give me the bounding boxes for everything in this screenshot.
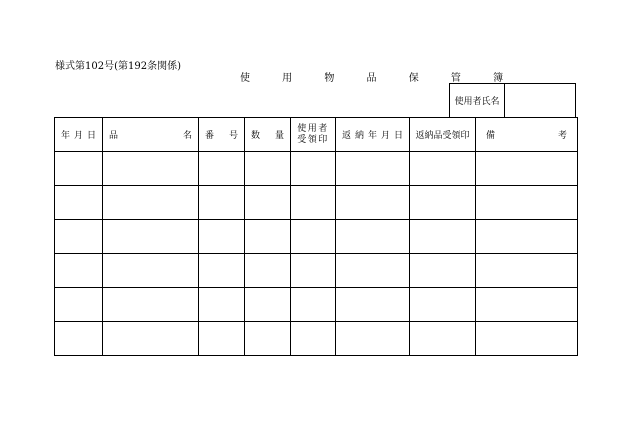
table-row <box>55 288 578 322</box>
col-header-remarks <box>476 118 578 152</box>
cell-return-date[interactable] <box>336 220 410 254</box>
cell-user-receipt[interactable] <box>291 152 336 186</box>
cell-number[interactable] <box>199 254 245 288</box>
col-header-user-receipt-line: 受領印 <box>297 134 329 145</box>
col-header-return-date-char: 年 <box>367 131 377 141</box>
cell-user-receipt[interactable] <box>291 254 336 288</box>
col-header-user-receipt <box>291 118 336 152</box>
col-header-date-char: 日 <box>86 131 96 141</box>
table-row <box>55 220 578 254</box>
cell-user-receipt[interactable] <box>291 220 336 254</box>
cell-date[interactable] <box>55 322 103 356</box>
cell-return-receipt[interactable] <box>410 220 476 254</box>
cell-date[interactable] <box>55 186 103 220</box>
cell-return-receipt[interactable] <box>410 152 476 186</box>
col-header-item <box>103 118 199 152</box>
table-row <box>55 254 578 288</box>
col-header-return-date <box>336 118 410 152</box>
cell-item[interactable] <box>103 152 199 186</box>
cell-return-receipt[interactable] <box>410 288 476 322</box>
table-row <box>55 152 578 186</box>
col-header-item-char: 名 <box>182 131 192 141</box>
cell-number[interactable] <box>199 152 245 186</box>
cell-remarks[interactable] <box>476 254 578 288</box>
col-header-return-date-char: 納 <box>354 131 364 141</box>
cell-date[interactable] <box>55 152 103 186</box>
col-header-date-char: 月 <box>73 131 83 141</box>
col-header-quantity <box>245 118 291 152</box>
cell-date[interactable] <box>55 254 103 288</box>
cell-return-date[interactable] <box>336 254 410 288</box>
cell-date[interactable] <box>55 220 103 254</box>
cell-remarks[interactable] <box>476 186 578 220</box>
table-row <box>55 322 578 356</box>
cell-user-receipt[interactable] <box>291 322 336 356</box>
cell-return-receipt[interactable] <box>410 254 476 288</box>
cell-item[interactable] <box>103 186 199 220</box>
cell-remarks[interactable] <box>476 220 578 254</box>
cell-item[interactable] <box>103 220 199 254</box>
cell-number[interactable] <box>199 322 245 356</box>
cell-quantity[interactable] <box>245 152 291 186</box>
col-header-user-receipt-line: 使用者 <box>297 123 329 134</box>
cell-user-receipt[interactable] <box>291 288 336 322</box>
col-header-item-char: 品 <box>109 131 119 141</box>
cell-remarks[interactable] <box>476 152 578 186</box>
col-header-return-receipt-label: 返納品受領印 <box>415 131 470 141</box>
form-number: 様式第102号(第192条関係) <box>55 61 181 72</box>
col-header-quantity-char: 数 <box>251 131 261 141</box>
cell-return-date[interactable] <box>336 186 410 220</box>
table-row <box>55 186 578 220</box>
cell-date[interactable] <box>55 288 103 322</box>
page-title: 使 用 物 品 保 管 簿 <box>240 73 518 84</box>
ledger-table <box>54 117 578 356</box>
cell-item[interactable] <box>103 254 199 288</box>
col-header-date <box>55 118 103 152</box>
col-header-number-char: 号 <box>228 131 238 141</box>
col-header-return-date-char: 返 <box>342 131 352 141</box>
cell-quantity[interactable] <box>245 220 291 254</box>
cell-return-date[interactable] <box>336 288 410 322</box>
cell-item[interactable] <box>103 322 199 356</box>
col-header-quantity-char: 量 <box>274 131 284 141</box>
col-header-return-date-char: 月 <box>380 131 390 141</box>
cell-remarks[interactable] <box>476 322 578 356</box>
col-header-remarks-char: 考 <box>557 131 567 141</box>
col-header-number <box>199 118 245 152</box>
cell-return-receipt[interactable] <box>410 186 476 220</box>
user-name-label: 使用者氏名 <box>450 84 505 117</box>
cell-remarks[interactable] <box>476 288 578 322</box>
cell-number[interactable] <box>199 220 245 254</box>
user-name-field[interactable] <box>505 84 575 117</box>
cell-return-date[interactable] <box>336 152 410 186</box>
col-header-return-date-char: 日 <box>393 131 403 141</box>
user-name-box <box>449 83 576 117</box>
cell-quantity[interactable] <box>245 288 291 322</box>
col-header-remarks-char: 備 <box>486 131 496 141</box>
cell-quantity[interactable] <box>245 254 291 288</box>
cell-item[interactable] <box>103 288 199 322</box>
col-header-number-char: 番 <box>205 131 215 141</box>
cell-number[interactable] <box>199 186 245 220</box>
cell-return-receipt[interactable] <box>410 322 476 356</box>
cell-user-receipt[interactable] <box>291 186 336 220</box>
col-header-date-char: 年 <box>61 131 71 141</box>
cell-quantity[interactable] <box>245 186 291 220</box>
cell-number[interactable] <box>199 288 245 322</box>
header-row <box>55 118 578 152</box>
cell-quantity[interactable] <box>245 322 291 356</box>
cell-return-date[interactable] <box>336 322 410 356</box>
col-header-return-receipt <box>410 118 476 152</box>
